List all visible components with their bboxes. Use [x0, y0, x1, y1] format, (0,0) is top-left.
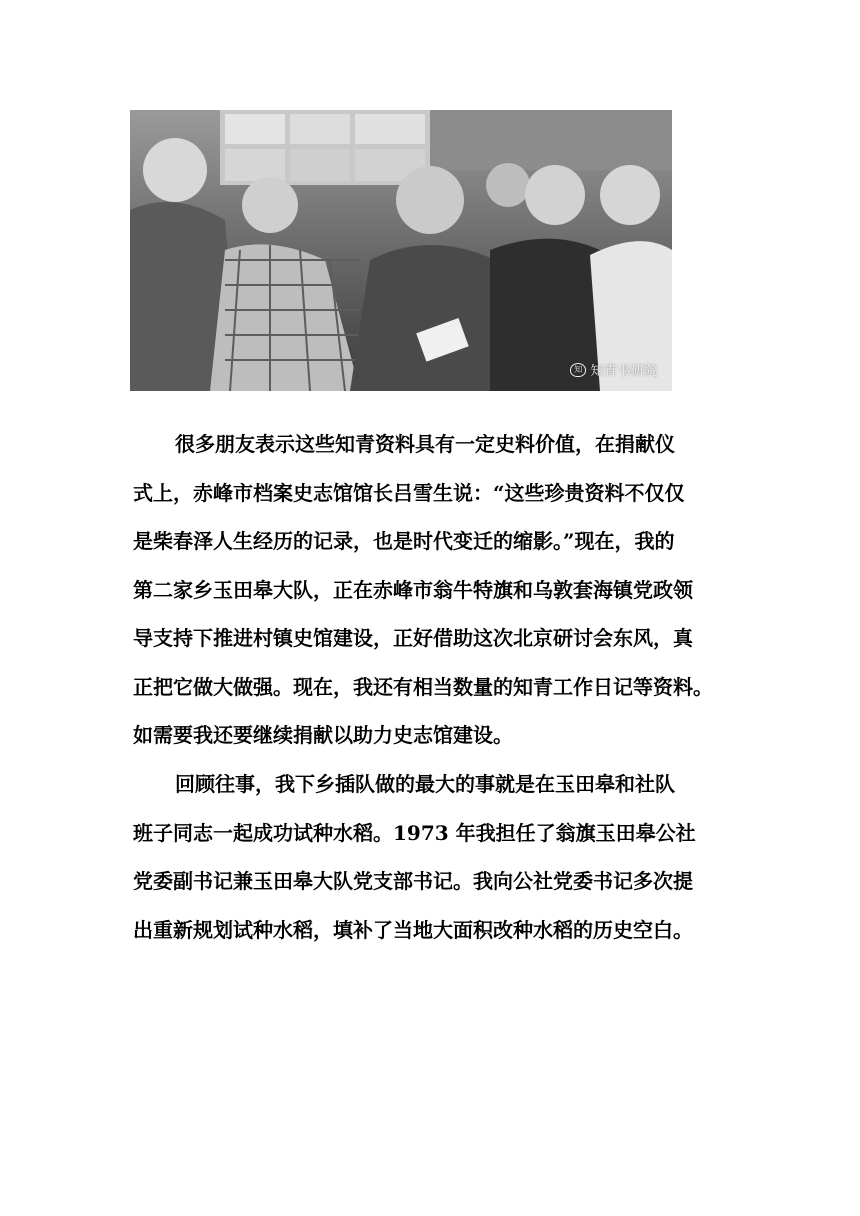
paragraph-line: 班子同志一起成功试种水稻。1973 年我担任了翁旗玉田皋公社: [133, 820, 696, 845]
paragraph-line: 回顾往事，我下乡插队做的最大的事就是在玉田皋和社队: [175, 772, 675, 796]
photo-illustration: [130, 110, 672, 391]
paragraph-line: 党委副书记兼玉田皋大队党支部书记。我向公社党委书记多次提: [133, 869, 693, 893]
paragraph-line: 正把它做大做强。现在，我还有相当数量的知青工作日记等资料。: [133, 674, 713, 699]
paragraph-line: 式上，赤峰市档案史志馆馆长吕雪生说：“这些珍贵资料不仅仅: [133, 480, 685, 505]
paragraph-rice-planting: [133, 760, 733, 954]
paragraph-line: 很多朋友表示这些知青资料具有一定史料价值，在捐献仪: [175, 432, 675, 456]
paragraph-line: 如需要我还要继续捐献以助力史志馆建设。: [133, 723, 513, 747]
paragraph-donation: [133, 420, 733, 760]
chat-bubble-logo-icon: 知: [570, 363, 586, 377]
paragraph-line: 第二家乡玉田皋大队，正在赤峰市翁牛特旗和乌敦套海镇党政领: [133, 577, 693, 602]
paragraph-line: 是柴春泽人生经历的记录，也是时代变迁的缩影。”现在，我的: [133, 529, 675, 553]
photo-watermark: [570, 360, 658, 379]
historical-group-photo: [130, 110, 672, 391]
watermark-text: 知青书研院: [590, 364, 658, 379]
person-right-group: [486, 163, 672, 391]
paragraph-line: 出重新规划试种水稻，填补了当地大面积改种水稻的历史空白。: [133, 917, 693, 942]
paragraph-line: 导支持下推进村镇史馆建设，正好借助这次北京研讨会东风，真: [133, 626, 693, 650]
